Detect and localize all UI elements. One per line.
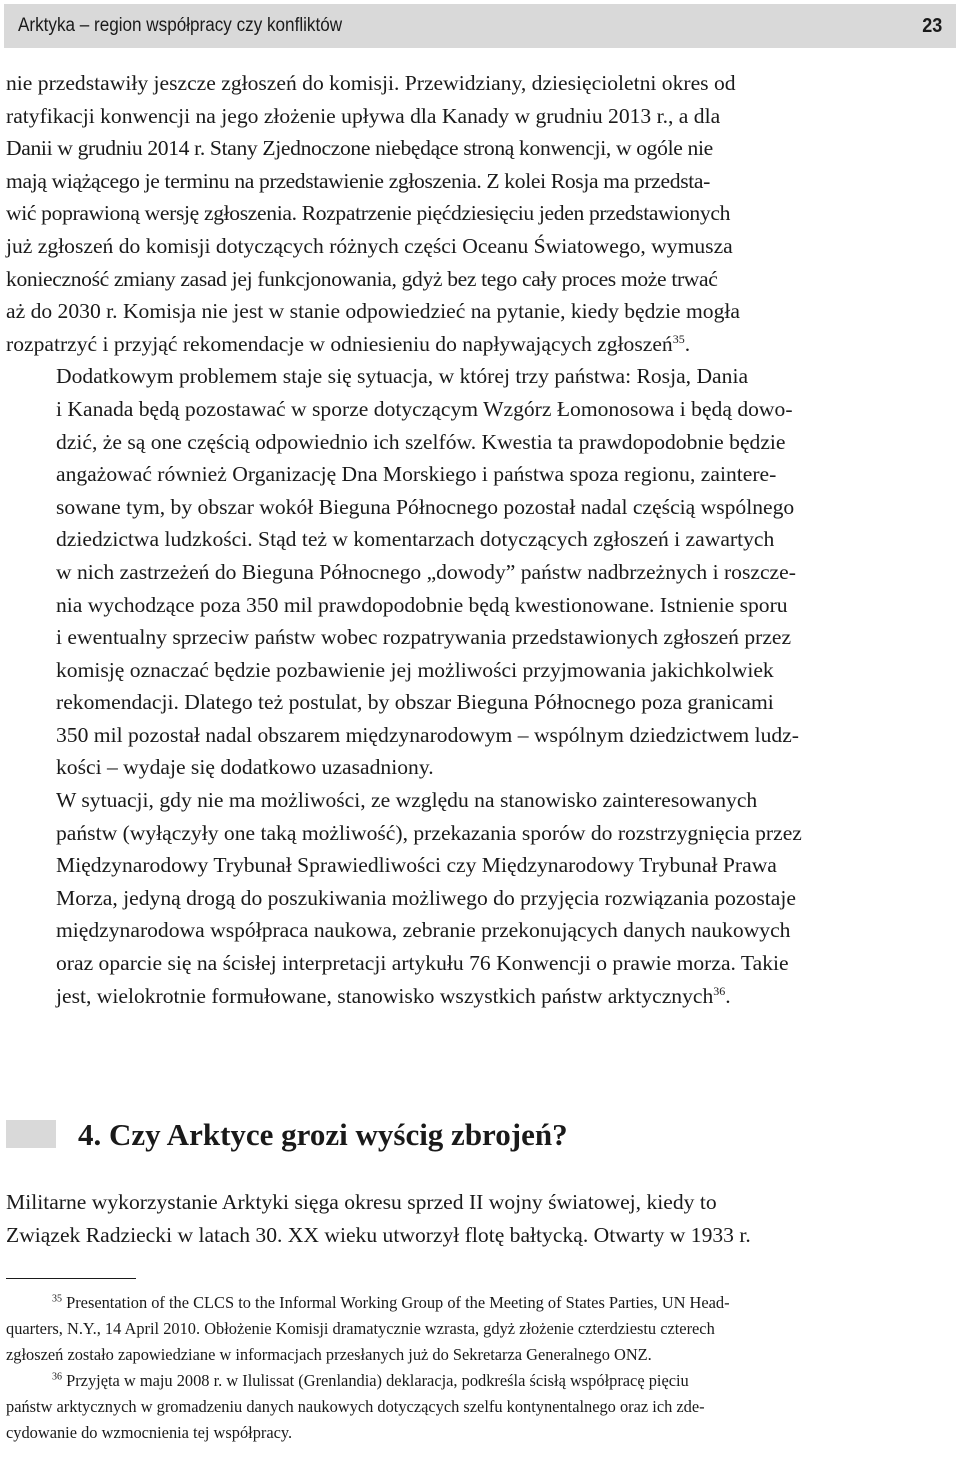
footnote-separator: [6, 1278, 136, 1279]
text-line: Międzynarodowy Trybunał Sprawiedliwości czy Międzynarodowy Trybunał Prawa: [56, 853, 777, 878]
text-line-content: rozpatrzyć i przyjąć rekomendacje w odniesieniu do napływających zgłoszeń: [6, 331, 673, 356]
text-line: kości – wydaje się dodatkowo uzasadniony.: [56, 755, 434, 780]
footnote-line: państw arktycznych w gromadzeniu danych naukowych dotyczących szelfu kontynentalnego oraz ich zde-: [6, 1397, 705, 1416]
footnote-line: cydowanie do wzmocnienia tej współpracy.: [6, 1423, 293, 1442]
text-line: [6, 328, 958, 361]
text-line: w nich zastrzeżeń do Bieguna Północnego „dowody” państw nadbrzeżnych i roszcze-: [56, 559, 796, 584]
text-line: ratyfikacji konwencji na jego złożenie upływa dla Kanady w grudniu 2013 r., a dla: [6, 103, 721, 128]
footnote-text: Przyjęta w maju 2008 r. w Ilulissat (Grenlandia) deklaracja, podkreśla ścisłą współpracę pięciu: [66, 1371, 689, 1390]
text-line: rekomendacji. Dlatego też postulat, by obszar Bieguna Północnego poza granicami: [56, 690, 774, 715]
section-title: 4. Czy Arktyce grozi wyścig zbrojeń?: [78, 1117, 568, 1152]
footnote-number: 36: [52, 1371, 62, 1383]
text-line: nia wychodzące poza 350 mil prawdopodobnie będą kwestionowane. Istnienie sporu: [56, 592, 788, 617]
footnote-line: [6, 1290, 958, 1316]
text-line: komisję oznaczać będzie pozbawienie jej możliwości przyjmowania jakichkolwiek: [56, 657, 774, 682]
footnote-line: [6, 1368, 958, 1394]
text-line: W sytuacji, gdy nie ma możliwości, ze względu na stanowisko zainteresowanych: [56, 788, 758, 813]
text-line: i ewentualny sprzeciw państw wobec rozpatrywania przedstawionych zgłoszeń przez: [56, 625, 792, 650]
footnote-ref-36: 36: [713, 983, 726, 998]
footnote-line: quarters, N.Y., 14 April 2010. Obłożenie Komisji dramatycznie wzrasta, gdyż złożenie czterdziestu czterech: [6, 1319, 715, 1338]
text-line: aż do 2030 r. Komisja nie jest w stanie odpowiedzieć na pytanie, kiedy będzie mogła: [6, 299, 740, 324]
text-line: i Kanada będą pozostawać w sporze dotyczącym Wzgórz Łomonosowa i będą dowo-: [56, 396, 793, 421]
text-line: mają wiążącego je terminu na przedstawienie zgłoszenia. Z kolei Rosja ma przedsta-: [6, 168, 710, 193]
text-line: Dodatkowym problemem staje się sytuacja, w której trzy państwa: Rosja, Dania: [56, 364, 749, 389]
paragraph-3: [6, 784, 958, 1012]
footnote-line: zgłoszeń zostało zapowiedziane w informacjach przesłanych już do Sekretarza Generalnego ONZ.: [6, 1345, 652, 1364]
paragraph-2: [6, 360, 958, 784]
text-line: konieczność zmiany zasad jej funkcjonowania, gdyż bez tego cały proces może trwać: [6, 266, 718, 291]
text-line: Militarne wykorzystanie Arktyki sięga okresu sprzed II wojny światowej, kiedy to: [6, 1190, 717, 1214]
text-line: już zgłoszeń do komisji dotyczących różnych części Oceanu Światowego, wymusza: [6, 233, 733, 258]
sentence-end: .: [684, 331, 691, 356]
section-heading: [6, 1112, 958, 1158]
body-text: [6, 67, 958, 1012]
running-header-title: Arktyka – region współpracy czy konfliktów: [18, 15, 343, 36]
text-line: sowane tym, by obszar wokół Bieguna Północnego pozostał nadal częścią wspólnego: [56, 494, 795, 519]
text-line: Związek Radziecki w latach 30. XX wieku utworzył flotę bałtycką. Otwarty w 1933 r.: [6, 1222, 751, 1247]
text-line: dziedzictwa ludzkości. Stąd też w komentarzach dotyczących zgłoszeń i zawartych: [56, 527, 775, 552]
sentence-end: .: [725, 983, 731, 1008]
running-header: [4, 4, 956, 48]
footnote-text: Presentation of the CLCS to the Informal Working Group of the Meeting of States Parties, UN Head-: [66, 1293, 730, 1312]
text-line: Morza, jedyną drogą do poszukiwania możliwego do przyjęcia rozwiązania pozostaje: [56, 885, 796, 910]
footnote-ref-35: 35: [672, 331, 685, 346]
text-line: oraz oparcie się na ścisłej interpretacji artykułu 76 Konwencji o prawie morza. Takie: [56, 951, 789, 976]
paragraph-1: [6, 67, 958, 360]
section-body: [6, 1186, 958, 1251]
text-line: nie przedstawiły jeszcze zgłoszeń do komisji. Przewidziany, dziesięcioletni okres od: [6, 71, 736, 95]
text-line: angażować również Organizację Dna Morskiego i państwa spoza regionu, zaintere-: [56, 462, 777, 487]
text-line: międzynarodowa współpraca naukowa, zebranie przekonujących danych naukowych: [56, 918, 791, 943]
section-marker-bar: [6, 1120, 56, 1148]
text-line: Danii w grudniu 2014 r. Stany Zjednoczone niebędące stroną konwencji, w ogóle nie: [6, 136, 713, 161]
footnote-36: [6, 1368, 958, 1446]
footnote-35: [6, 1290, 958, 1368]
text-line-content: jest, wielokrotnie formułowane, stanowisko wszystkich państw arktycznych: [56, 983, 714, 1008]
text-line: wić poprawioną wersję zgłoszenia. Rozpatrzenie pięćdziesięciu jeden przedstawionych: [6, 201, 731, 226]
page-number: 23: [921, 14, 942, 37]
text-line: 350 mil pozostał nadal obszarem międzynarodowym – wspólnym dziedzictwem ludz-: [56, 722, 799, 747]
section-paragraph: [6, 1186, 958, 1251]
text-line: dzić, że są one częścią odpowiednio ich szelfów. Kwestia ta prawdopodobnie będzie: [56, 429, 786, 454]
text-line: [6, 980, 958, 1013]
footnote-number: 35: [52, 1293, 62, 1305]
text-line: państw (wyłączyły one taką możliwość), przekazania sporów do rozstrzygnięcia przez: [56, 820, 802, 845]
